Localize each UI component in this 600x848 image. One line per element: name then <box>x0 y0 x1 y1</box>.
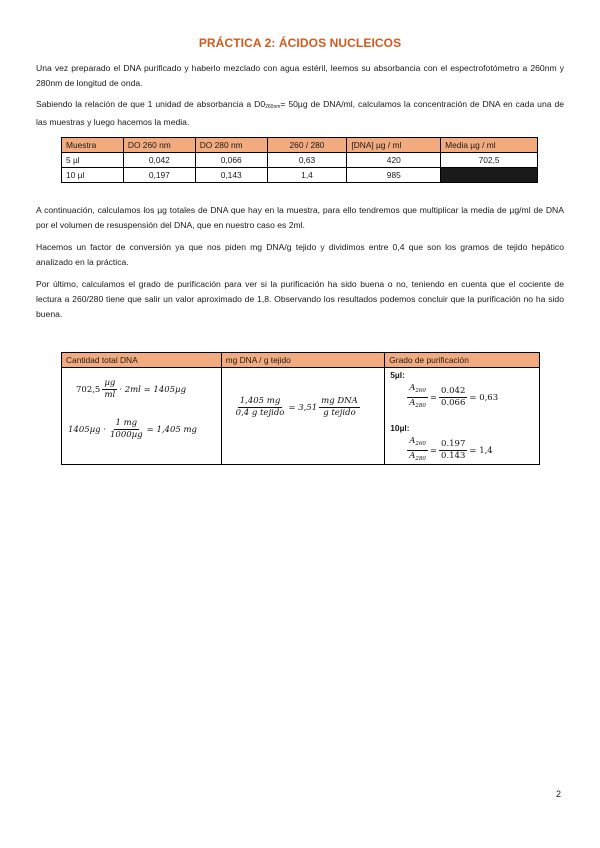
eq1-den: ml <box>104 390 116 400</box>
equation-ratio-5ul: $\frac{A_{260}}{A_{280}}$ = $\frac{0.042}{0.066}$ = 0,63 <box>405 383 498 412</box>
eq2-fraction <box>108 418 145 441</box>
c-fraction <box>439 439 467 462</box>
header-mg-per-g: mg DNA / g tejido <box>221 353 385 368</box>
table-cell: 0,143 <box>195 168 267 183</box>
b-den: 0.066 <box>441 398 466 408</box>
f2-den: g tejido <box>323 408 356 418</box>
eq1-tail: · 2ml = 1405µg <box>119 385 187 395</box>
a-num-letter: A <box>409 383 416 393</box>
equation-mg-per-g <box>232 396 362 419</box>
paragraph-2-part-a: Sabiendo la relación de que 1 unidad de absorbancia a D0 <box>36 99 266 109</box>
b-num: 0.042 <box>441 386 466 396</box>
eq2-num: 1 mg <box>115 418 138 428</box>
equation-ratio-10ul: $\frac{A_{260}}{A_{280}}$ = $\frac{0.197}{0.143}$ = 1,4 <box>405 436 492 465</box>
a-den-sub: 280 <box>415 403 426 409</box>
paragraph-5: Por último, calculamos el grado de purificación para ver si la purificación ha sido buena o no, teniendo en cuenta que el cociente de lectura a 260/280 tiene que salir un valor aproximado de 1,8. Observando los resultados podemos concluir que la purificación no ha sido buena. <box>36 279 564 319</box>
c-a-num-sub: 260 <box>415 441 426 447</box>
header-media: Media µg / ml <box>441 138 538 153</box>
table-cell: 0,63 <box>267 153 347 168</box>
calculations-table-header <box>62 353 540 368</box>
table-cell: 0,197 <box>123 168 195 183</box>
eq2-tail: = 1,405 mg <box>146 425 197 435</box>
res2: = 1,4 <box>469 446 493 456</box>
f-mid: = 3,51 <box>288 403 318 413</box>
paragraph-1: Una vez preparado el DNA purificado y haberlo mezclado con agua estéril, leemos su absorbancia con el espectrofotómetro a 260nm y 280nm de longitud de onda. <box>36 63 564 88</box>
table-cell: 420 <box>347 153 441 168</box>
paragraph-2-part-b: = 50µg de DNA/ml, calculamos la concentración de DNA en cada una de las muestras y luego hacemos la media. <box>36 99 564 127</box>
c-den: 0.143 <box>441 451 466 461</box>
a-den <box>407 398 428 412</box>
table-cell: 1,4 <box>267 168 347 183</box>
eq2-lead: 1405µg · <box>68 425 107 435</box>
equation-total-ug <box>76 378 186 401</box>
table-cell: 10 µl <box>62 168 124 183</box>
f1-num: 1,405 mg <box>239 396 281 406</box>
paragraph-2 <box>36 97 564 130</box>
table-row <box>62 168 538 183</box>
label-5ul: 5µl: <box>390 370 405 380</box>
table-cell: 702,5 <box>441 153 538 168</box>
paragraph-3: A continuación, calculamos los µg totales de DNA que hay en la muestra, para ello tendremos que multiplicar la media de µg/ml de DNA por el volumen de resuspensión del DNA, que en nuestro caso es 2ml. <box>36 205 564 230</box>
header-do280: DO 280 nm <box>195 138 267 153</box>
equation-total-mg <box>68 418 197 441</box>
f1-fraction <box>234 396 287 419</box>
c-a-den-sub: 280 <box>415 456 426 462</box>
table-cell: 0,042 <box>123 153 195 168</box>
table-cell-filled <box>441 168 538 183</box>
total-dna-cell <box>62 368 222 465</box>
eq2-den: 1000µg <box>110 430 143 440</box>
header-purification: Grado de purificación <box>385 353 540 368</box>
mg-per-g-cell <box>221 368 385 465</box>
c-a-den-letter: A <box>409 451 416 461</box>
eq1-lead: 702,5 <box>76 385 101 395</box>
purification-cell <box>385 368 540 465</box>
eq1-num: µg <box>104 378 116 388</box>
eq1-fraction <box>102 378 117 401</box>
b-fraction <box>439 386 467 409</box>
f1-den: 0,4 g tejido <box>235 408 285 418</box>
a-num-sub: 260 <box>415 388 426 394</box>
calculations-table <box>61 352 540 465</box>
res1: = 0,63 <box>469 393 499 403</box>
paragraph-4: Hacemos un factor de conversión ya que nos piden mg DNA/g tejido y dividimos entre 0,4 que son los gramos de tejido hepático analizado en la práctica. <box>36 242 564 267</box>
absorbance-table-header <box>62 138 538 153</box>
header-muestra: Muestra <box>62 138 124 153</box>
table-cell: 0,066 <box>195 153 267 168</box>
page-number: 2 <box>556 789 562 799</box>
header-total-dna: Cantidad total DNA <box>62 353 222 368</box>
c-a-num <box>407 436 428 451</box>
c-fraction-a <box>407 436 428 465</box>
table-row <box>62 153 538 168</box>
page-title: PRÁCTICA 2: ÁCIDOS NUCLEICOS <box>198 36 402 50</box>
c-a-den <box>407 451 428 465</box>
a-fraction <box>407 383 428 412</box>
table-cell: 5 µl <box>62 153 124 168</box>
header-do260: DO 260 nm <box>123 138 195 153</box>
table-row <box>62 368 540 465</box>
header-dna-conc: [DNA] µg / ml <box>347 138 441 153</box>
f2-num: mg DNA <box>321 396 358 406</box>
label-10ul: 10µl: <box>390 423 410 433</box>
a-den-letter: A <box>409 398 416 408</box>
absorbance-table <box>61 137 538 183</box>
a-num <box>407 383 428 398</box>
paragraph-2-subscript: 260nm <box>265 104 281 110</box>
header-ratio: 260 / 280 <box>267 138 347 153</box>
f2-fraction <box>319 396 360 419</box>
c-a-num-letter: A <box>409 436 416 446</box>
table-cell: 985 <box>347 168 441 183</box>
c-num: 0.197 <box>441 439 466 449</box>
